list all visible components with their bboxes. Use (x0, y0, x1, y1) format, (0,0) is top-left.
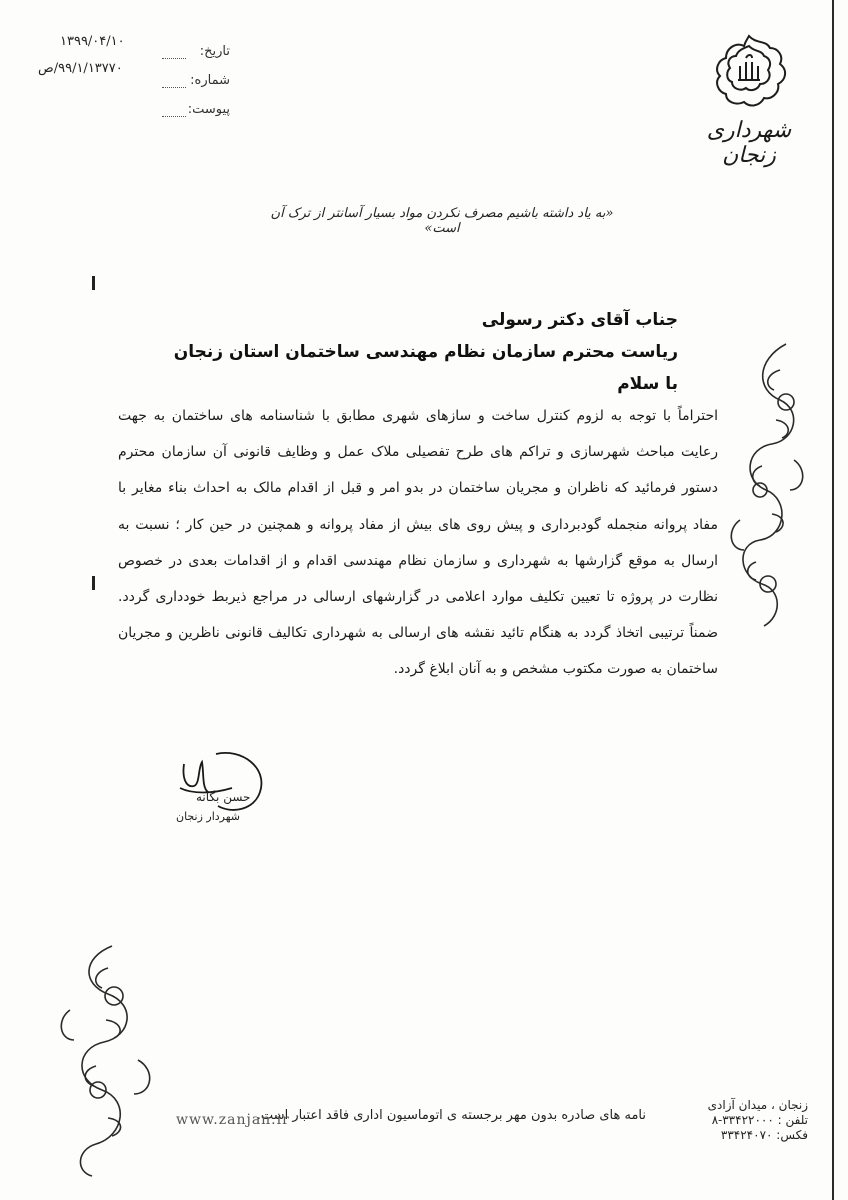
letter-meta (38, 34, 230, 125)
addressee-title: ریاست محترم سازمان نظام مهندسی ساختمان استان زنجان (173, 342, 678, 362)
fax-label: فکس: (776, 1128, 808, 1142)
attachment-label: پیوست: (187, 102, 230, 117)
phone-label: تلفن : (777, 1113, 808, 1127)
corner-ornament-icon (52, 940, 172, 1180)
phone-line (668, 1113, 808, 1128)
number-row (38, 61, 230, 96)
dotted-line (162, 58, 186, 59)
letter-body: احتراماً با توجه به لزوم کنترل ساخت و سازهای شهری مطابق با شناسنامه های ساختمان به جهت رعایت مباحث شهرسازی و تراکم های طرح تفصیلی ملاک عمل و وظایف قانونی آن سازمان محترم دستور فرمائید که ناظران و مجریان ساختمان در بدو امر و قبل از اقدام مالک به احداث بناء مغایر با مفاد پروانه منجمله گودبرداری و پیش روی های بیش از مفاد پروانه و همچنین در حین کار ؛ نسبت به ارسال به موقع گزارشها به شهرداری و سازمان نظام مهندسی اقدام و از اقدامات بعدی در خصوص نظارت در پروژه تا تعیین تکلیف موارد اعلامی در گزارشهای ارسالی در مراجع ذیربط خودداری گردد. ضمناً ترتیبی اتخاذ گردد به هنگام تائید نقشه های ارسالی به شهرداری تکالیف قانونی ناظرین و مجریان ساختمان به صورت مکتوب مشخص و به آنان ابلاغ گردد. (118, 408, 718, 678)
floral-ornament-icon (716, 340, 816, 630)
number-label: شماره: (190, 73, 230, 88)
fax-line (668, 1128, 808, 1143)
date-value: ۱۳۹۹/۰۴/۱۰ (60, 34, 125, 49)
signatory-title: شهردار زنجان (176, 810, 241, 823)
motto-text: «به یاد داشته باشیم مصرف نکردن مواد بسیار آسانتر از ترک آن است» (270, 206, 614, 236)
signature-icon (172, 748, 272, 818)
number-value: ۹۹/۱/۱۳۷۷۰/ص (38, 61, 123, 76)
punch-mark (92, 276, 95, 290)
signatory-name: حسن بگانه (196, 790, 251, 804)
date-label: تاریخ: (199, 44, 230, 59)
logo-wordmark: شهرداری زنجان (706, 118, 792, 168)
footer-validity-note: نامه های صادره بدون مهر برجسته ی اتوماسیون اداری فاقد اعتبار است. (256, 1108, 646, 1123)
dotted-line (162, 87, 186, 88)
fax-value: ۳۳۴۲۴۰۷۰ (720, 1128, 773, 1142)
dotted-line (162, 116, 186, 117)
scan-edge (832, 0, 834, 1200)
greeting: با سلام (617, 374, 678, 394)
address-line: زنجان ، میدان آزادی (707, 1098, 808, 1112)
attachment-row (40, 96, 230, 125)
contact-address (668, 1098, 808, 1143)
phone-value: ۳۳۴۲۲۰۰۰-۸ (711, 1113, 774, 1127)
addressee-name: جناب آقای دکتر رسولی (481, 310, 678, 330)
website-watermark: www.zanjan.ir (176, 1112, 290, 1128)
punch-mark (92, 576, 95, 590)
